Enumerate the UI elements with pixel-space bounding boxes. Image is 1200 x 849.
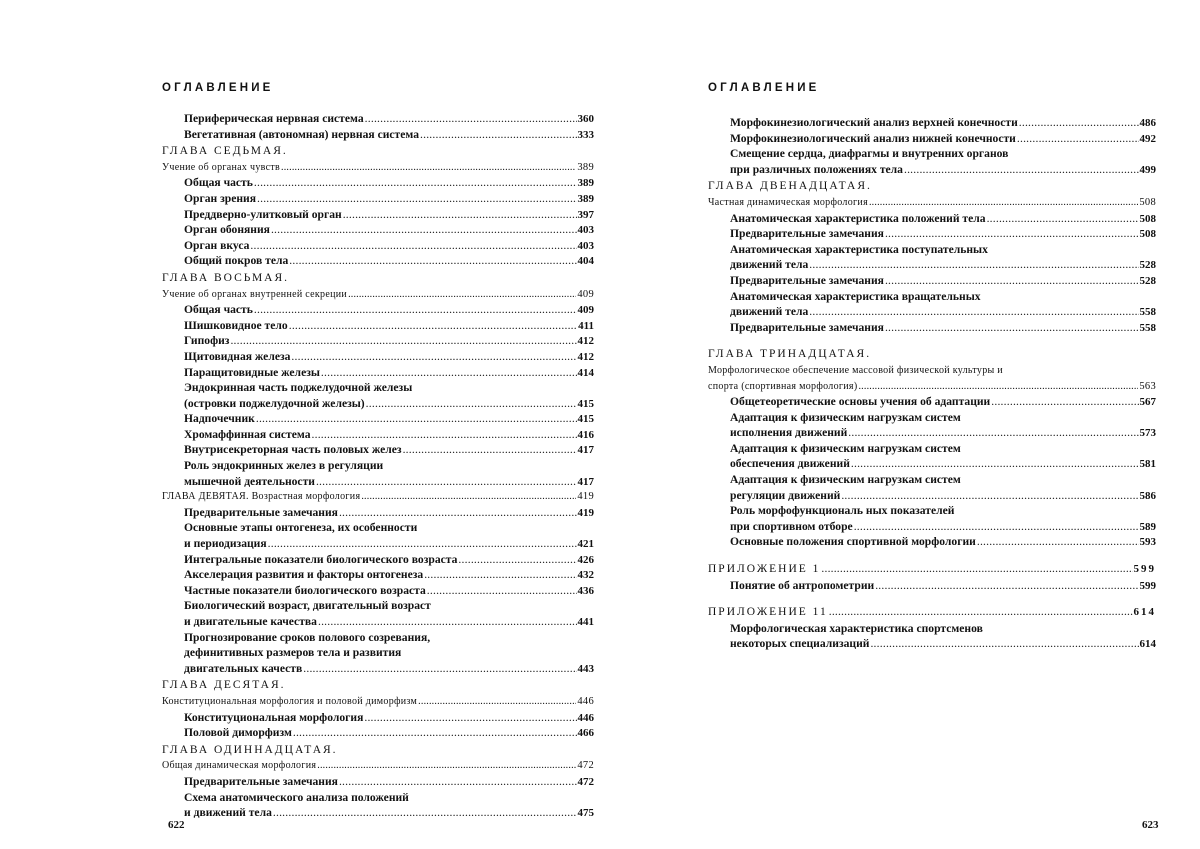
dot-leader — [257, 191, 577, 207]
toc-entry — [708, 636, 1156, 652]
toc-entry-title: при спортивном отборе — [730, 519, 853, 533]
dot-leader — [885, 273, 1139, 289]
dot-leader — [348, 287, 576, 303]
chapter-heading — [162, 743, 594, 759]
dot-leader — [991, 394, 1138, 410]
chapter-heading — [162, 694, 594, 710]
toc-entry — [162, 805, 594, 821]
toc-entry — [708, 289, 1156, 305]
toc-entry-title: Хромаффинная система — [184, 427, 311, 441]
toc-entry — [708, 226, 1156, 242]
toc-entry-page: 412 — [577, 350, 594, 363]
dot-leader — [303, 661, 576, 677]
chapter-heading — [162, 160, 594, 176]
toc-entry — [162, 175, 594, 191]
toc-entry-page: 421 — [577, 538, 594, 551]
chapter-heading — [708, 562, 1156, 578]
toc-entry-title: ПРИЛОЖЕНИЕ 1 — [708, 563, 821, 576]
toc-entry-page: 558 — [1139, 321, 1156, 334]
toc-entry-title: Учение об органах чувств — [162, 161, 281, 173]
toc-entry-title: Анатомическая характеристика поступательных — [730, 242, 988, 256]
toc-entry-title: Преддверно-улитковый орган — [184, 207, 342, 221]
dot-leader — [809, 257, 1138, 273]
toc-entry — [162, 349, 594, 365]
toc-entry — [162, 458, 594, 474]
dot-leader — [1017, 131, 1139, 147]
right-page — [708, 0, 1159, 849]
toc-entry — [162, 365, 594, 381]
toc-entry — [162, 725, 594, 741]
dot-leader — [289, 318, 577, 334]
toc-entry — [708, 488, 1156, 504]
toc-entry — [162, 790, 594, 806]
toc-entry-title: Гипофиз — [184, 334, 230, 348]
toc-entry — [162, 614, 594, 630]
dot-leader — [343, 207, 577, 223]
toc-entry — [162, 630, 594, 646]
chapter-heading — [708, 363, 1156, 379]
toc-entry-page: 415 — [577, 413, 594, 426]
toc-entry-page: 397 — [577, 208, 594, 221]
toc-entry-page: 432 — [577, 569, 594, 582]
toc-entry-title: мышечной деятельности — [184, 474, 315, 488]
dot-leader — [230, 333, 576, 349]
toc-entry — [162, 127, 594, 143]
dot-leader — [821, 562, 1132, 578]
table-of-contents — [162, 111, 594, 821]
toc-entry-page: 426 — [577, 553, 594, 566]
toc-entry-title: Щитовидная железа — [184, 349, 291, 363]
toc-entry-title: Надпочечник — [184, 412, 255, 426]
toc-entry-page: 411 — [578, 319, 594, 332]
dot-leader — [403, 442, 577, 458]
dot-leader — [458, 552, 576, 568]
dot-leader — [271, 222, 577, 238]
toc-entry-title: Орган обоняния — [184, 223, 270, 237]
chapter-heading — [162, 271, 594, 287]
dot-leader — [364, 710, 576, 726]
toc-entry-page: 466 — [577, 727, 594, 740]
toc-entry-page: 589 — [1139, 520, 1156, 533]
dot-leader — [281, 160, 576, 176]
toc-entry-title: Предварительные замечания — [184, 774, 338, 788]
toc-entry-page: 558 — [1139, 306, 1156, 319]
toc-entry-title: некоторых специализаций — [730, 637, 870, 651]
toc-entry-page: 412 — [577, 335, 594, 348]
toc-entry — [162, 598, 594, 614]
toc-entry-title: и периодизация — [184, 537, 267, 551]
toc-entry-title: Вегетативная (автономная) нервная система — [184, 127, 419, 141]
toc-entry-title: Конституциональная морфология — [184, 710, 364, 724]
toc-entry-title: Конституциональная морфология и половой диморфизм — [162, 695, 418, 707]
toc-entry-title: двигательных качеств — [184, 661, 303, 675]
chapter-heading — [162, 144, 594, 160]
toc-entry-title: Периферическая нервная система — [184, 112, 364, 125]
toc-entry-page: 567 — [1139, 396, 1156, 409]
dot-leader — [361, 489, 576, 505]
toc-entry-title: Орган вкуса — [184, 238, 250, 252]
toc-entry — [708, 534, 1156, 550]
dot-leader — [254, 302, 577, 318]
chapter-heading — [162, 678, 594, 694]
chapter-heading — [708, 347, 1156, 363]
toc-entry-page: 472 — [577, 760, 594, 772]
toc-entry — [162, 505, 594, 521]
toc-entry-title: Анатомическая характеристика положений тела — [730, 211, 986, 225]
chapter-heading — [162, 287, 594, 303]
dot-leader — [1019, 115, 1139, 131]
toc-entry-title: Внутрисекреторная часть половых желез — [184, 443, 402, 457]
toc-entry-title: Смещение сердца, диафрагмы и внутренних органов — [730, 147, 1009, 161]
toc-entry-page: 486 — [1139, 117, 1156, 129]
toc-entry-title: дефинитивных размеров тела и развития — [184, 646, 402, 660]
toc-entry-page: 419 — [577, 506, 594, 519]
toc-entry-page: 441 — [577, 616, 594, 628]
toc-entry — [162, 474, 594, 490]
toc-entry — [162, 583, 594, 599]
dot-leader — [317, 758, 576, 774]
toc-entry-page: 614 — [1133, 606, 1156, 619]
toc-entry-title: Понятие об антропометрии — [730, 578, 875, 592]
toc-entry-title: Акселерация развития и факторы онтогенеза — [184, 568, 424, 582]
toc-entry — [708, 257, 1156, 273]
toc-entry-page: 508 — [1139, 196, 1156, 208]
toc-entry — [162, 318, 594, 334]
toc-entry-title: Интегральные показатели биологического возраста — [184, 552, 458, 566]
toc-entry-title: Морфологическая характеристика спортсменов — [730, 621, 983, 635]
dot-leader — [250, 238, 576, 254]
toc-entry-title: Адаптация к физическим нагрузкам систем — [730, 410, 961, 424]
toc-entry-title: Основные положения спортивной морфологии — [730, 535, 976, 549]
toc-entry-title: ПРИЛОЖЕНИЕ 11 — [708, 606, 828, 619]
dot-leader — [254, 175, 577, 191]
dot-leader — [424, 567, 576, 583]
toc-entry-title: Биологический возраст, двигательный возраст — [184, 599, 431, 613]
toc-entry-title: Роль морфофункциональ ных показателей — [730, 504, 955, 518]
dot-leader — [321, 365, 577, 381]
toc-entry-title: Предварительные замечания — [730, 227, 884, 241]
dot-leader — [420, 127, 577, 143]
toc-entry-page: 446 — [577, 695, 594, 707]
toc-entry-title: (островки поджелудочной железы) — [184, 396, 365, 410]
toc-entry-page: 528 — [1139, 274, 1156, 287]
toc-entry-title: ГЛАВА СЕДЬМАЯ. — [162, 145, 288, 158]
toc-entry-title: Прогнозирование сроков полового созревания, — [184, 630, 431, 644]
toc-entry — [708, 441, 1156, 457]
toc-entry — [162, 191, 594, 207]
toc-entry — [162, 536, 594, 552]
dot-leader — [256, 411, 577, 427]
page-number: 622 — [168, 819, 185, 831]
dot-leader — [268, 536, 577, 552]
dot-leader — [316, 474, 577, 490]
toc-entry — [162, 111, 594, 127]
toc-entry — [708, 162, 1156, 178]
toc-entry-title: ГЛАВА ДЕВЯТАЯ. Возрастная морфология — [162, 491, 361, 503]
toc-entry-page: 593 — [1139, 536, 1156, 549]
dot-leader — [366, 396, 577, 412]
toc-entry-title: Предварительные замечания — [184, 505, 338, 519]
dot-leader — [339, 505, 577, 521]
toc-entry-title: Морфологическое обеспечение массовой физической культуры и — [708, 364, 1003, 376]
toc-entry-title: движений тела — [730, 305, 809, 319]
toc-entry-title: Предварительные замечания — [730, 320, 884, 334]
toc-entry — [708, 456, 1156, 472]
toc-entry — [708, 115, 1156, 131]
toc-entry — [162, 442, 594, 458]
toc-entry-page: 333 — [577, 128, 594, 141]
section-gap — [708, 593, 1156, 603]
toc-entry-page: 403 — [577, 239, 594, 252]
chapter-heading — [708, 179, 1156, 195]
toc-entry-title: ГЛАВА ДЕСЯТАЯ. — [162, 679, 286, 692]
toc-entry-page: 599 — [1139, 579, 1156, 592]
dot-leader — [977, 534, 1139, 550]
toc-entry-title: ГЛАВА ВОСЬМАЯ. — [162, 271, 290, 284]
toc-entry-title: Паращитовидные железы — [184, 365, 320, 379]
toc-entry — [162, 253, 594, 269]
section-gap — [708, 335, 1156, 345]
toc-entry — [162, 710, 594, 726]
toc-entry — [162, 302, 594, 318]
toc-entry-title: Общая динамическая морфология — [162, 760, 317, 772]
toc-entry — [708, 146, 1156, 162]
toc-entry-title: ГЛАВА ТРИНАДЦАТАЯ. — [708, 348, 872, 361]
table-of-contents — [708, 115, 1156, 652]
chapter-heading — [708, 379, 1156, 395]
toc-entry-page: 586 — [1139, 489, 1156, 502]
dot-leader — [841, 488, 1138, 504]
toc-entry-page: 508 — [1139, 228, 1156, 241]
chapter-heading — [708, 195, 1156, 211]
toc-entry — [708, 578, 1156, 594]
dot-leader — [885, 320, 1139, 336]
section-gap — [708, 550, 1156, 560]
running-head: ОГЛАВЛЕНИЕ — [708, 82, 820, 94]
toc-entry — [162, 774, 594, 790]
dot-leader — [273, 805, 577, 821]
toc-entry — [162, 645, 594, 661]
toc-entry — [708, 425, 1156, 441]
dot-leader — [904, 162, 1139, 178]
toc-entry-page: 436 — [577, 584, 594, 597]
toc-entry-page: 614 — [1139, 638, 1156, 651]
toc-entry-title: Основные этапы онтогенеза, их особенности — [184, 521, 418, 535]
toc-entry-title: движений тела — [730, 258, 809, 272]
dot-leader — [854, 519, 1139, 535]
toc-entry-title: ГЛАВА ДВЕНАДЦАТАЯ. — [708, 180, 872, 193]
dot-leader — [869, 195, 1138, 211]
toc-entry-page: 528 — [1139, 259, 1156, 272]
running-head: ОГЛАВЛЕНИЕ — [162, 82, 274, 94]
toc-entry — [162, 661, 594, 677]
toc-entry — [162, 396, 594, 412]
toc-entry-page: 475 — [577, 807, 594, 820]
toc-entry-page: 446 — [577, 711, 594, 724]
toc-entry — [708, 273, 1156, 289]
toc-entry-page: 414 — [577, 366, 594, 379]
toc-entry-title: Общий покров тела — [184, 254, 289, 268]
toc-entry-title: Общетеоретические основы учения об адаптации — [730, 395, 991, 409]
dot-leader — [829, 605, 1133, 621]
toc-entry — [162, 222, 594, 238]
toc-entry — [708, 394, 1156, 410]
toc-entry — [708, 621, 1156, 637]
toc-entry — [708, 242, 1156, 258]
toc-entry-title: и движений тела — [184, 806, 272, 820]
dot-leader — [418, 694, 576, 710]
toc-entry — [162, 207, 594, 223]
dot-leader — [848, 425, 1138, 441]
toc-entry-page: 403 — [577, 224, 594, 237]
dot-leader — [365, 111, 577, 127]
toc-entry-page: 443 — [577, 662, 594, 675]
toc-entry — [708, 503, 1156, 519]
toc-entry-title: Общая часть — [184, 176, 253, 190]
toc-entry-page: 492 — [1139, 132, 1156, 145]
toc-entry-page: 389 — [577, 161, 594, 173]
toc-entry-page: 581 — [1139, 458, 1156, 471]
toc-entry-page: 417 — [577, 444, 594, 457]
toc-entry — [708, 304, 1156, 320]
toc-entry-title: ГЛАВА ОДИННАДЦАТАЯ. — [162, 743, 338, 756]
toc-entry-title: Предварительные замечания — [730, 273, 884, 287]
toc-entry — [162, 427, 594, 443]
toc-entry-title: при различных положениях тела — [730, 162, 903, 176]
toc-entry-page: 360 — [577, 113, 594, 125]
dot-leader — [809, 304, 1138, 320]
left-page — [162, 0, 594, 849]
toc-entry — [162, 333, 594, 349]
toc-entry-page: 415 — [577, 397, 594, 410]
dot-leader — [875, 578, 1138, 594]
toc-entry-page: 419 — [577, 491, 594, 503]
dot-leader — [318, 614, 577, 630]
toc-entry-title: Адаптация к физическим нагрузкам систем — [730, 473, 961, 487]
toc-entry-title: регуляции движений — [730, 488, 841, 502]
toc-entry — [708, 519, 1156, 535]
toc-entry — [162, 552, 594, 568]
toc-entry — [708, 320, 1156, 336]
toc-entry — [708, 472, 1156, 488]
dot-leader — [312, 427, 577, 443]
toc-entry-title: исполнения движений — [730, 426, 848, 440]
toc-entry-title: Морфокинезиологический анализ верхней конечности — [730, 116, 1018, 129]
toc-entry-title: обеспечения движений — [730, 457, 850, 471]
toc-entry-title: Схема анатомического анализа положений — [184, 790, 409, 804]
chapter-heading — [708, 605, 1156, 621]
dot-leader — [885, 226, 1139, 242]
toc-entry-page: 389 — [577, 192, 594, 205]
toc-entry-title: Адаптация к физическим нагрузкам систем — [730, 441, 961, 455]
dot-leader — [289, 253, 576, 269]
toc-entry-page: 508 — [1139, 212, 1156, 225]
toc-entry — [162, 380, 594, 396]
toc-entry-title: Морфокинезиологический анализ нижней конечности — [730, 131, 1016, 145]
dot-leader — [293, 725, 577, 741]
toc-entry — [162, 238, 594, 254]
toc-entry-title: Орган зрения — [184, 191, 256, 205]
toc-entry-title: Эндокринная часть поджелудочной железы — [184, 381, 413, 395]
toc-entry-page: 404 — [577, 255, 594, 268]
toc-entry — [708, 131, 1156, 147]
toc-entry — [708, 211, 1156, 227]
toc-entry — [162, 520, 594, 536]
toc-entry-page: 416 — [577, 428, 594, 441]
toc-entry-title: спорта (спортивная морфология) — [708, 380, 858, 392]
dot-leader — [339, 774, 577, 790]
toc-entry-page: 389 — [577, 177, 594, 190]
dot-leader — [851, 456, 1139, 472]
toc-entry — [708, 410, 1156, 426]
dot-leader — [427, 583, 577, 599]
dot-leader — [291, 349, 576, 365]
toc-entry-title: Анатомическая характеристика вращательных — [730, 289, 981, 303]
page-number: 623 — [1142, 819, 1159, 831]
toc-entry-page: 599 — [1133, 563, 1156, 576]
toc-entry-page: 573 — [1139, 427, 1156, 440]
toc-entry-title: Роль эндокринных желез в регуляции — [184, 459, 384, 473]
dot-leader — [987, 211, 1139, 227]
toc-entry-title: Шишковидное тело — [184, 318, 288, 332]
toc-entry-title: Общая часть — [184, 303, 253, 317]
toc-entry-page: 409 — [577, 288, 594, 300]
chapter-heading — [162, 489, 594, 505]
toc-entry-page: 499 — [1139, 163, 1156, 176]
toc-entry-page: 417 — [577, 475, 594, 488]
dot-leader — [858, 379, 1138, 395]
toc-entry-title: Частная динамическая морфология — [708, 196, 868, 208]
toc-entry — [162, 567, 594, 583]
toc-entry-page: 409 — [577, 304, 594, 317]
chapter-heading — [162, 758, 594, 774]
toc-entry-page: 472 — [577, 775, 594, 788]
toc-entry-page: 563 — [1139, 380, 1156, 392]
toc-entry-title: Половой диморфизм — [184, 726, 292, 740]
toc-entry-title: и двигательные качества — [184, 615, 317, 628]
dot-leader — [870, 636, 1138, 652]
toc-entry — [162, 411, 594, 427]
toc-entry-title: Учение об органах внутренней секреции — [162, 288, 348, 300]
toc-entry-title: Частные показатели биологического возраста — [184, 583, 426, 597]
